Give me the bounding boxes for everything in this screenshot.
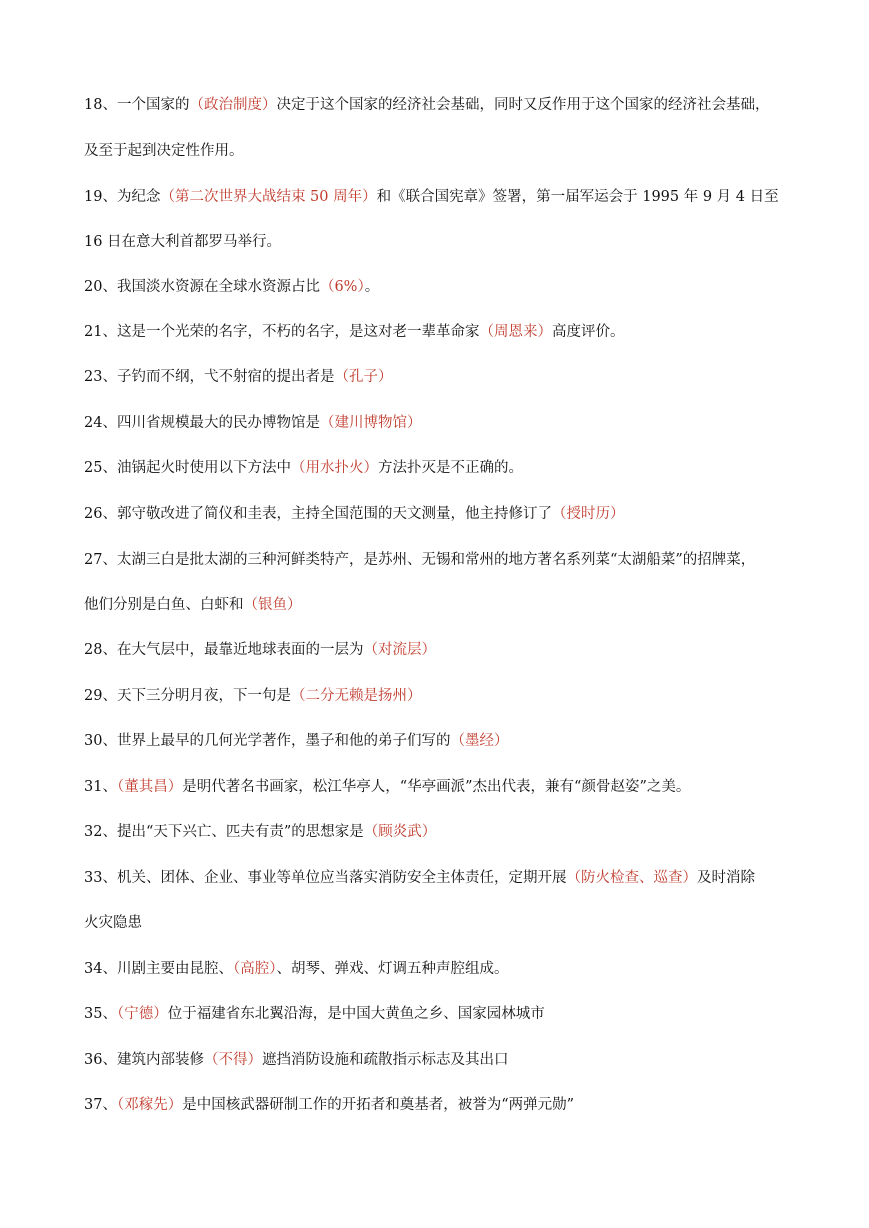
text-line bbox=[84, 277, 804, 297]
text-line bbox=[84, 550, 804, 570]
question-text: 是中国核武器研制工作的开拓者和奠基者，被誉为“两弹元勋” bbox=[182, 1097, 575, 1113]
question-text: 位于福建省东北翼沿海，是中国大黄鱼之乡、国家园林城市 bbox=[167, 1006, 545, 1022]
question-text: 34、川剧主要由昆腔、 bbox=[84, 961, 233, 977]
text-line bbox=[84, 913, 804, 933]
answer-text: （董其昌） bbox=[116, 779, 183, 795]
text-line bbox=[84, 731, 804, 751]
answer-text: （对流层） bbox=[363, 642, 436, 658]
question-text: 19、为纪念 bbox=[84, 189, 161, 205]
question-text: 决定于这个国家的经济社会基础，同时又反作用于这个国家的经济社会基础， bbox=[276, 97, 770, 113]
answer-text: （用水扑火） bbox=[290, 460, 378, 476]
answer-text: （周恩来） bbox=[479, 324, 552, 340]
question-text: 21、这是一个光荣的名字，不朽的名字，是这对老一辈革命家 bbox=[84, 324, 480, 340]
question-text: 方法扑灭是不正确的。 bbox=[377, 460, 523, 476]
text-line bbox=[84, 187, 804, 207]
question-text: 35、 bbox=[84, 1006, 117, 1022]
answer-text: （政治制度） bbox=[189, 97, 277, 113]
question-text: 28、在大气层中，最靠近地球表面的一层为 bbox=[84, 642, 364, 658]
answer-text: （防火检查、巡查） bbox=[566, 870, 697, 886]
question-text: 27、太湖三白是批太湖的三种河鲜类特产，是苏州、无锡和常州的地方著名系列菜“太湖船菜”的招牌菜， bbox=[84, 552, 756, 568]
text-line bbox=[84, 822, 804, 842]
question-text: 26、郭守敬改进了简仪和圭表，主持全国范围的天文测量，他主持修订了 bbox=[84, 506, 552, 522]
question-text: 23、子钓而不纲，弋不射宿的提出者是 bbox=[84, 369, 335, 385]
text-line bbox=[84, 595, 804, 615]
answer-text: （6%） bbox=[319, 279, 365, 295]
question-text: 36、建筑内部装修 bbox=[84, 1052, 204, 1068]
answer-text: （银鱼） bbox=[243, 597, 302, 613]
question-text: 16 日在意大利首都罗马举行。 bbox=[84, 234, 282, 250]
text-line bbox=[84, 959, 804, 979]
text-line bbox=[84, 141, 804, 161]
question-text: 遮挡消防设施和疏散指示标志及其出口 bbox=[261, 1052, 509, 1068]
question-text: 及至于起到决定性作用。 bbox=[84, 143, 244, 159]
text-line bbox=[84, 458, 804, 478]
text-line bbox=[84, 504, 804, 524]
answer-text: （高腔） bbox=[232, 961, 277, 977]
question-text: 他们分别是白鱼、白虾和 bbox=[84, 597, 244, 613]
text-line bbox=[84, 1004, 804, 1024]
text-line bbox=[84, 232, 804, 252]
question-text: 高度评价。 bbox=[551, 324, 625, 340]
answer-text: （墨经） bbox=[450, 733, 509, 749]
question-text: 20、我国淡水资源在全球水资源占比 bbox=[84, 279, 320, 295]
answer-text: （二分无赖是扬州） bbox=[290, 688, 422, 704]
answer-text: （建川博物馆） bbox=[319, 415, 422, 431]
answer-text: （顾炎武） bbox=[363, 824, 437, 840]
question-text: 和《联合国宪章》签署，第一届军运会于 1995 年 9 月 4 日至 bbox=[376, 189, 779, 205]
text-line bbox=[84, 1050, 804, 1070]
answer-text: （邓稼先） bbox=[116, 1097, 183, 1113]
question-text: 、胡琴、弹戏、灯调五种声腔组成。 bbox=[276, 961, 509, 977]
question-text: 32、提出“天下兴亡、匹夫有责”的思想家是 bbox=[84, 824, 364, 840]
text-line bbox=[84, 367, 804, 387]
question-text: 。 bbox=[364, 279, 380, 295]
question-text: 30、世界上最早的几何光学著作，墨子和他的弟子们写的 bbox=[84, 733, 451, 749]
answer-text: （授时历） bbox=[551, 506, 625, 522]
question-text: 33、机关、团体、企业、事业等单位应当落实消防安全主体责任，定期开展 bbox=[84, 870, 567, 886]
text-line bbox=[84, 686, 804, 706]
question-text: 29、天下三分明月夜，下一句是 bbox=[84, 688, 291, 704]
question-text: 18、一个国家的 bbox=[84, 97, 190, 113]
question-text: 24、四川省规模最大的民办博物馆是 bbox=[84, 415, 320, 431]
text-line bbox=[84, 1095, 804, 1115]
text-line bbox=[84, 322, 804, 342]
text-line bbox=[84, 95, 804, 115]
answer-text: （不得） bbox=[203, 1052, 262, 1068]
question-text: 25、油锅起火时使用以下方法中 bbox=[84, 460, 291, 476]
text-line bbox=[84, 777, 804, 797]
question-text: 31、 bbox=[84, 779, 117, 795]
question-text: 是明代著名书画家，松江华亭人，“华亭画派”杰出代表，兼有“颜骨赵姿”之美。 bbox=[182, 779, 691, 795]
question-text: 及时消除 bbox=[696, 870, 755, 886]
answer-text: （宁德） bbox=[116, 1006, 168, 1022]
answer-text: （第二次世界大战结束 50 周年） bbox=[160, 189, 377, 205]
text-line bbox=[84, 413, 804, 433]
text-line bbox=[84, 868, 804, 888]
question-text: 火灾隐患 bbox=[84, 915, 142, 931]
answer-text: （孔子） bbox=[334, 369, 393, 385]
text-line bbox=[84, 640, 804, 660]
question-text: 37、 bbox=[84, 1097, 117, 1113]
